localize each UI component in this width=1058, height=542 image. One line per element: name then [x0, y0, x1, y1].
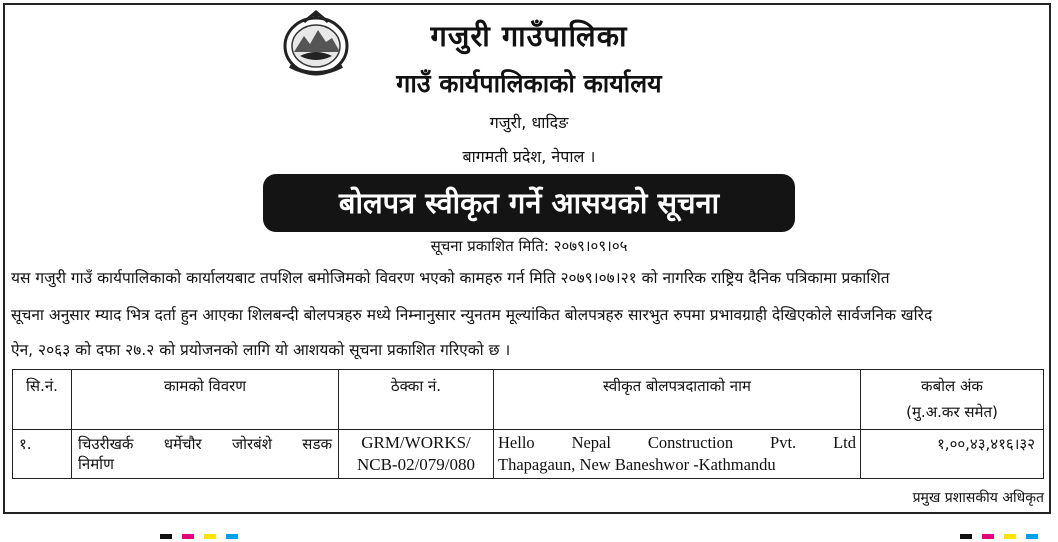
print-color-marks-right	[960, 534, 1038, 539]
published-date: सूचना प्रकाशित मिति: २०७९।०९।०५	[430, 237, 628, 255]
table-header-row	[13, 370, 1044, 430]
body-line-3: ऐन, २०६३ को दफा २७.२ को प्रयोजनको लागि यो आशयको सूचना प्रकाशित गरिएको छ ।	[11, 341, 511, 359]
cell-work-description	[72, 430, 339, 479]
work-description-line-1: चिउरीखर्क धर्मेचौर जोरबंशे सडक	[78, 435, 332, 453]
header-bidder-name: स्वीकृत बोलपत्रदाताको नाम	[494, 370, 861, 430]
notice-title-banner: बोलपत्र स्वीकृत गर्ने आसयको सूचना	[263, 174, 795, 232]
print-mark-magenta	[982, 534, 994, 539]
header-bid-amount	[861, 370, 1044, 430]
print-mark-yellow	[204, 534, 216, 539]
bidder-address: Thapagaun, New Baneshwor -Kathmandu	[498, 455, 776, 474]
cell-contract-number	[339, 430, 494, 479]
cell-bid-amount: १,००,४३,४१६।३२	[861, 430, 1044, 479]
work-description-line-2: निर्माण	[78, 455, 114, 473]
print-mark-black	[160, 534, 172, 539]
print-mark-cyan	[226, 534, 238, 539]
print-mark-yellow	[1004, 534, 1016, 539]
table-row	[13, 430, 1044, 479]
body-line-2: सूचना अनुसार म्याद भित्र दर्ता हुन आएका शिलबन्दी बोलपत्रहरु मध्ये निम्नानुसार न्युनतम मूल्यांकित बोलपत्रहरु सारभुत रुपमा प्रभावग्राही देखिएकोले सार्वजनिक खरिद	[11, 306, 933, 324]
print-mark-black	[960, 534, 972, 539]
header-bid-amount-note: (मु.अ.कर समेत)	[906, 403, 998, 421]
header-serial-number: सि.नं.	[13, 370, 72, 430]
cell-serial-number: १.	[13, 430, 72, 479]
print-mark-magenta	[182, 534, 194, 539]
header-work-description: कामको विवरण	[72, 370, 339, 430]
office-name: गाउँ कार्यपालिकाको कार्यालय	[396, 69, 662, 98]
body-line-1: यस गजुरी गाउँ कार्यपालिकाको कार्यालयबाट तपशिल बमोजिमको विवरण भएको कामहरु गर्न मिति २०७९।०७।२१ को नागरिक राष्ट्रिय दैनिक पत्रिकामा प्रकाशित	[11, 269, 890, 287]
header-bid-amount-label: कबोल अंक	[921, 377, 983, 395]
office-location: गजुरी, धादिङ	[489, 113, 569, 132]
contract-number-line-2: NCB-02/079/080	[356, 455, 476, 474]
print-color-marks-left	[160, 534, 238, 539]
bidder-name: Hello Nepal Construction Pvt. Ltd	[498, 433, 856, 452]
signature-title: प्रमुख प्रशासकीय अधिकृत	[912, 490, 1044, 506]
cell-bidder-name	[494, 430, 861, 479]
approved-bids-table	[12, 369, 1044, 479]
municipality-name: गजुरी गाउँपालिका	[430, 19, 628, 53]
contract-number-line-1: GRM/WORKS/	[361, 433, 471, 452]
header-contract-number: ठेक्का नं.	[339, 370, 494, 430]
print-mark-cyan	[1026, 534, 1038, 539]
office-province: बागमती प्रदेश, नेपाल ।	[462, 147, 596, 166]
